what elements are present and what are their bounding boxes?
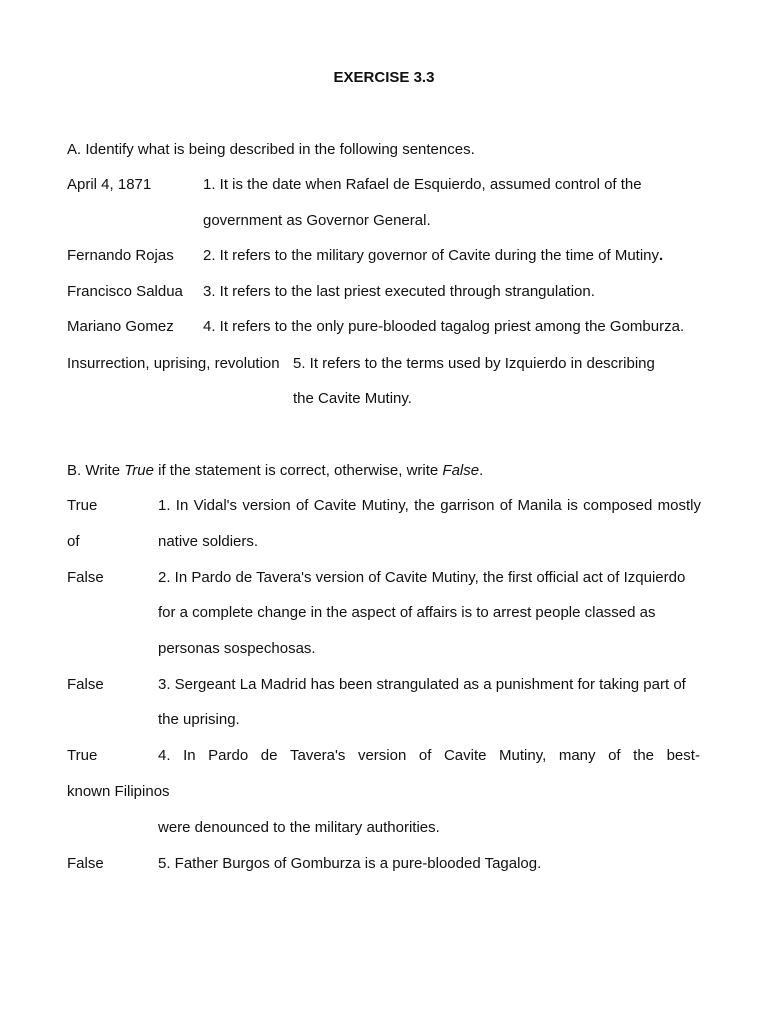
a5-answer: Insurrection, uprising, revolution — [67, 355, 280, 372]
b1-answer: True — [67, 497, 98, 514]
b5-question-line1: 5. Father Burgos of Gomburza is a pure-blooded Tagalog. — [158, 855, 542, 872]
section-b-instruction — [67, 462, 483, 480]
b1-answer-continued: of — [67, 533, 80, 550]
b1-word: is — [566, 497, 578, 514]
a2-question-line1 — [203, 247, 663, 265]
b4-word: Cavite — [443, 747, 487, 764]
b1-word: of — [499, 497, 513, 514]
b1-word: Cavite — [313, 497, 357, 514]
b1-word: Vidal's — [193, 497, 238, 514]
b4-question-line1 — [158, 747, 700, 765]
b1-word: the — [414, 497, 435, 514]
a2-question-period: . — [659, 247, 664, 264]
b1-word: 1. — [158, 497, 171, 514]
a1-question-line1: 1. It is the date when Rafael de Esquierdo, assumed control of the — [203, 176, 642, 193]
instruction-middle: if the statement is correct, otherwise, write — [153, 462, 443, 479]
b1-word: Manila — [517, 497, 562, 514]
b5-answer: False — [67, 855, 104, 872]
b1-word: In — [175, 497, 189, 514]
b4-word: of — [608, 747, 621, 764]
b3-question-line1: 3. Sergeant La Madrid has been strangulated as a punishment for taking part of — [158, 676, 686, 693]
a2-question-text: 2. It refers to the military governor of Cavite during the time of Mutiny — [203, 247, 660, 264]
b1-word: of — [295, 497, 309, 514]
b3-answer: False — [67, 676, 104, 693]
b4-answer: True — [67, 747, 98, 764]
b1-word: version — [242, 497, 291, 514]
a5-question-line2: the Cavite Mutiny. — [293, 390, 412, 407]
b2-question-line1: 2. In Pardo de Tavera's version of Cavite Mutiny, the first official act of Izquierdo — [158, 569, 686, 586]
b2-question-line3: personas sospechosas. — [158, 640, 316, 657]
a4-answer: Mariano Gomez — [67, 318, 174, 335]
b4-word: the — [633, 747, 655, 764]
b4-word: In — [183, 747, 196, 764]
b1-word: garrison — [440, 497, 495, 514]
a1-answer: April 4, 1871 — [67, 176, 152, 193]
page-title: EXERCISE 3.3 — [333, 69, 435, 86]
instruction-true-word: True — [124, 462, 154, 479]
instruction-false-word: False — [442, 462, 480, 479]
b4-word: many — [558, 747, 596, 764]
a2-answer: Fernando Rojas — [67, 247, 174, 264]
b3-question-line2: the uprising. — [158, 711, 240, 728]
b4-question-line2: known Filipinos — [67, 783, 170, 800]
b2-question-line2: for a complete change in the aspect of affairs is to arrest people classed as — [158, 604, 656, 621]
b4-word: version — [357, 747, 407, 764]
b1-question-line2: native soldiers. — [158, 533, 259, 550]
a5-question-line1: 5. It refers to the terms used by Izquierdo in describing — [293, 355, 655, 372]
b4-question-line3: were denounced to the military authorities. — [158, 819, 440, 836]
b4-word: Mutiny, — [499, 747, 547, 764]
b4-word: de — [260, 747, 278, 764]
b4-word: Pardo — [208, 747, 249, 764]
section-a-instruction: A. Identify what is being described in the following sentences. — [67, 141, 475, 158]
b1-question-line1 — [158, 497, 701, 515]
a3-question-line1: 3. It refers to the last priest executed through strangulation. — [203, 283, 595, 300]
instruction-end: . — [479, 462, 484, 479]
b4-word: Tavera's — [290, 747, 346, 764]
a1-question-line2: government as Governor General. — [203, 212, 431, 229]
a3-answer: Francisco Saldua — [67, 283, 183, 300]
b2-answer: False — [67, 569, 104, 586]
b1-word: Mutiny, — [361, 497, 409, 514]
b4-word: 4. — [158, 747, 171, 764]
a4-question-line1: 4. It refers to the only pure-blooded tagalog priest among the Gomburza. — [203, 318, 685, 335]
instruction-prefix: B. Write — [67, 462, 125, 479]
b4-word: best- — [666, 747, 700, 764]
b1-word: mostly — [657, 497, 701, 514]
b4-word: of — [418, 747, 432, 764]
b1-word: composed — [583, 497, 653, 514]
